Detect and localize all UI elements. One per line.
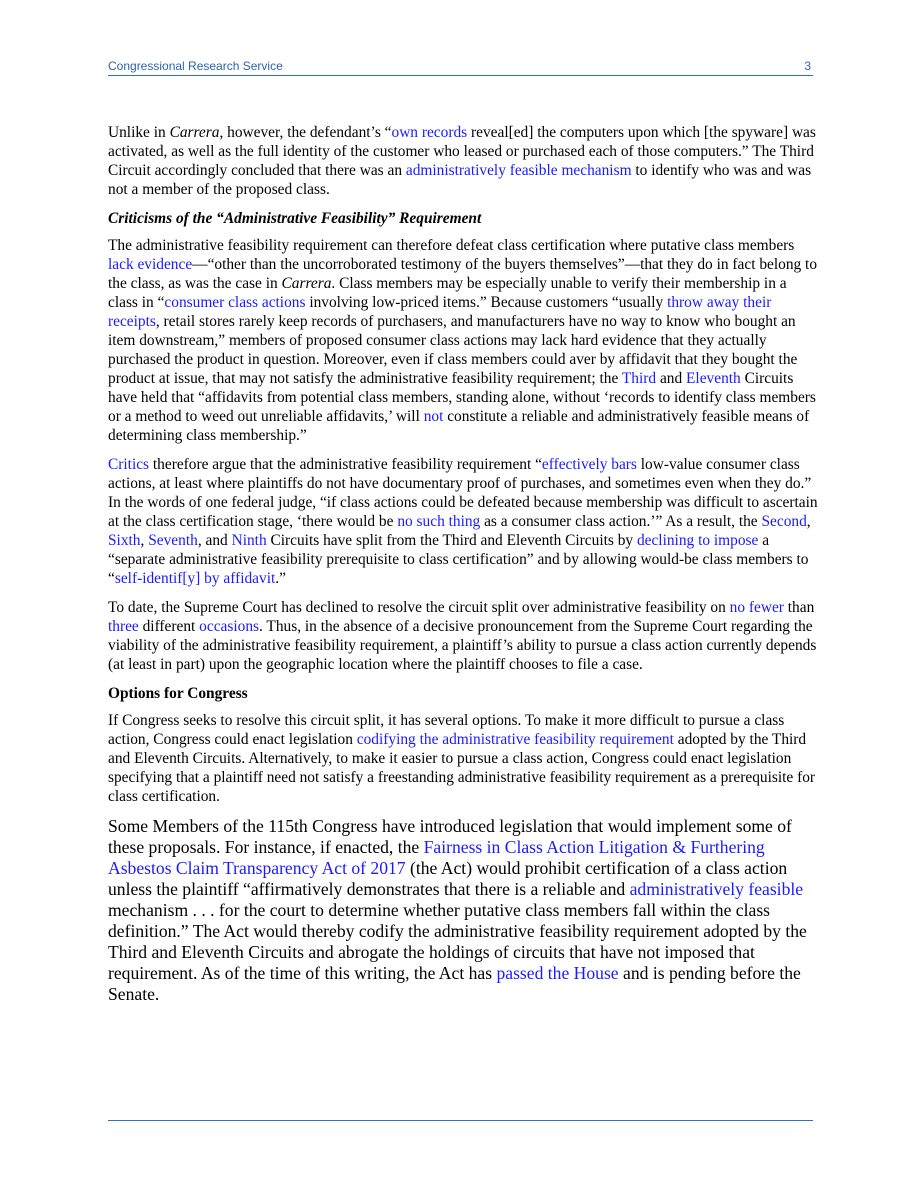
text-run: , however, the defendant’s “	[219, 124, 392, 141]
heading-options-for-congress: Options for Congress	[108, 685, 248, 702]
link-codifying-requirement[interactable]: codifying the administrative feasibility requirement	[356, 731, 674, 748]
link-passed-the-house[interactable]: passed the House	[496, 963, 619, 983]
text-run: (the Act) would prohibit certification of a class action unless the plaintiff “affirmatively demonstrates that there is a reliable and	[108, 858, 788, 899]
link-fairness-act-2017[interactable]: Fairness in Class Action Litigation & Furthering Asbestos Claim Transparency Act of 2017	[108, 837, 765, 878]
text-run: The administrative feasibility requirement can therefore defeat class certification where putative class members	[108, 237, 795, 254]
link-critics[interactable]: Critics	[108, 456, 150, 473]
text-run: mechanism . . . for the court to determine whether putative class members fall within the class definition.” The Act would thereby codify the administrative feasibility requirement adopted by the Third and Eleventh Circuits and abrogate the holdings of circuits that have not imposed that requirement. As of the time of this writing, the Act has	[108, 900, 807, 983]
case-name: Carrera	[281, 275, 332, 292]
heading-criticisms: Criticisms of the “Administrative Feasibility” Requirement	[108, 210, 482, 227]
link-administratively-feasible[interactable]: administratively feasible	[629, 879, 804, 899]
text-run: a “separate administrative feasibility prerequisite to class certification” and by allowing would-be class members to “	[108, 532, 809, 587]
link-administratively-feasible-mechanism[interactable]: administratively feasible mechanism	[405, 162, 632, 179]
page-header	[108, 58, 813, 76]
page-number: 3	[804, 59, 811, 73]
text-run: —“other than the uncorroborated testimony of the buyers themselves”—that they do in fact belong to the class, as was the case in	[108, 256, 818, 292]
text-run: involving low-priced items.” Because customers “usually	[305, 294, 668, 311]
text-run: Unlike in	[108, 124, 170, 141]
text-run: therefore argue that the administrative feasibility requirement “	[149, 456, 542, 473]
link-declining-to-impose[interactable]: declining to impose	[636, 532, 759, 549]
link-second-circuit[interactable]: Second	[761, 513, 807, 530]
text-run: , retail stores rarely keep records of purchasers, and manufacturers have no way to know who bought an item downstream,” members of proposed consumer class actions may lack hard evidence that they actually purchased the product in question. Moreover, even if class members could aver by affidavit that they bought the product at issue, that may not satisfy the administrative feasibility requirement; the	[108, 313, 798, 387]
link-own-records[interactable]: own records	[391, 124, 468, 141]
link-throw-away-receipts[interactable]: throw away their receipts	[108, 294, 772, 330]
paragraph-critics	[108, 455, 820, 588]
link-consumer-class-actions[interactable]: consumer class actions	[164, 294, 306, 311]
text-run: and	[656, 370, 687, 387]
link-sixth-circuit[interactable]: Sixth	[108, 532, 141, 549]
link-eleventh-circuit[interactable]: Eleventh	[686, 370, 741, 387]
text-run: as a consumer class action.’” As a result, the	[480, 513, 762, 530]
text-run: constitute a reliable and administratively feasible means of determining class membership.”	[108, 408, 810, 444]
text-run: ,	[140, 532, 149, 549]
text-run: and is pending before the Senate.	[108, 963, 801, 1004]
text-run: different	[138, 618, 200, 635]
link-three[interactable]: three	[108, 618, 139, 635]
header-org-name: Congressional Research Service	[108, 59, 283, 73]
paragraph-feasibility-defeats-certification	[108, 236, 820, 445]
footer-divider	[108, 1120, 813, 1121]
text-run: If Congress seeks to resolve this circuit split, it has several options. To make it more difficult to pursue a class action, Congress could enact legislation	[108, 712, 785, 748]
link-not[interactable]: not	[423, 408, 444, 425]
text-run: Circuits have split from the Third and Eleventh Circuits by	[266, 532, 637, 549]
text-run: reveal[ed] the computers upon which [the spyware] was activated, as well as the full identity of the customer who leased or purchased each of those computers.” The Third Circuit accordingly concluded that there was an	[108, 124, 816, 179]
link-self-identify-by-affidavit[interactable]: self-identif[y] by affidavit	[114, 570, 276, 587]
text-run: Circuits have held that “affidavits from potential class members, standing alone, without ‘records to identify class members or a method to weed out unreliable affidavits,’ will	[108, 370, 816, 425]
link-occasions[interactable]: occasions	[199, 618, 260, 635]
link-ninth-circuit[interactable]: Ninth	[231, 532, 267, 549]
link-lack-evidence[interactable]: lack evidence	[108, 256, 193, 273]
paragraph-legislation	[108, 816, 820, 1005]
text-run: ,	[806, 513, 811, 530]
text-run: .”	[275, 570, 286, 587]
text-run: , and	[197, 532, 232, 549]
link-seventh-circuit[interactable]: Seventh	[148, 532, 198, 549]
paragraph-carrera-comparison	[108, 123, 820, 199]
paragraph-supreme-court	[108, 598, 820, 674]
text-run: to identify who was and was not a member of the proposed class.	[108, 162, 812, 198]
document-body	[108, 123, 820, 1015]
text-run: than	[783, 599, 815, 616]
link-third-circuit[interactable]: Third	[621, 370, 657, 387]
text-run: . Thus, in the absence of a decisive pronouncement from the Supreme Court regarding the viability of the administrative feasibility requirement, a plaintiff’s ability to pursue a class action currently depends (at least in part) upon the geographic location where the plaintiff chooses to file a case.	[108, 618, 817, 673]
case-name: Carrera	[169, 124, 220, 141]
link-no-fewer[interactable]: no fewer	[729, 599, 784, 616]
link-no-such-thing[interactable]: no such thing	[397, 513, 481, 530]
text-run: adopted by the Third and Eleventh Circuits. Alternatively, to make it easier to pursue a class action, Congress could enact legislation specifying that a plaintiff need not satisfy a freestanding administrative feasibility requirement as a prerequisite for class certification.	[108, 731, 816, 805]
text-run: Some Members of the 115th Congress have introduced legislation that would implement some of these proposals. For instance, if enacted, the	[108, 816, 792, 857]
text-run: To date, the Supreme Court has declined to resolve the circuit split over administrative feasibility on	[108, 599, 730, 616]
paragraph-congress-options	[108, 711, 820, 806]
link-effectively-bars[interactable]: effectively bars	[541, 456, 637, 473]
text-run: . Class members may be especially unable to verify their membership in a class in “	[108, 275, 787, 311]
text-run: low-value consumer class actions, at least where plaintiffs do not have documentary proof of purchases, and sometimes even when they do.” In the words of one federal judge, “if class actions could be defeated because membership was difficult to ascertain at the class certification stage, ‘there would be	[108, 456, 818, 530]
